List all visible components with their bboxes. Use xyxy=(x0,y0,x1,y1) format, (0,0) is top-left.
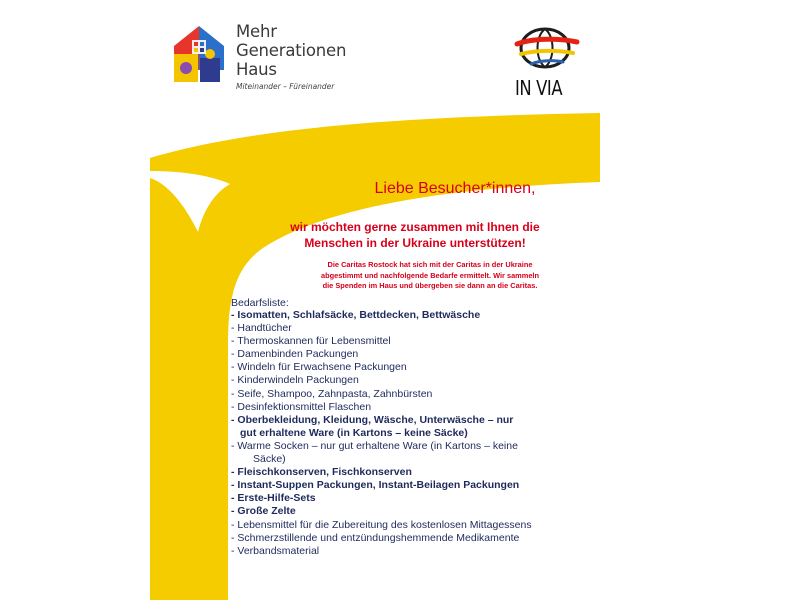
list-item: - Warme Socken – nur gut erhaltene Ware (in Kartons – keine xyxy=(231,439,518,452)
notice-line-2: abgestimmt und nachfolgende Bedarfe ermittelt. Wir sammeln xyxy=(321,270,539,280)
intro-line-2: Menschen in der Ukraine unterstützen! xyxy=(304,236,526,250)
mgh-line-3: Haus xyxy=(236,60,277,79)
mgh-line-1: Mehr xyxy=(236,22,277,41)
list-item: - Thermoskannen für Lebensmittel xyxy=(231,335,391,348)
intro-line-1: wir möchten gerne zusammen mit Ihnen die xyxy=(290,220,540,234)
list-item-continued xyxy=(231,427,532,440)
notice-line-1: Die Caritas Rostock hat sich mit der Caritas in der Ukraine xyxy=(327,260,533,269)
caritas-notice xyxy=(285,260,575,292)
list-item: - Verbandsmaterial xyxy=(231,544,320,557)
list-item-continuation: gut erhaltene Ware (in Kartons – keine Säcke) xyxy=(240,426,468,439)
mehrgenerationenhaus-logo xyxy=(170,22,370,92)
list-item: - Desinfektionsmittel Flaschen xyxy=(231,400,372,413)
list-item: - Schmerzstillende und entzündungshemmende Medikamente xyxy=(231,531,520,544)
list-item: - Kinderwindeln Packungen xyxy=(231,374,359,387)
list-item-continuation: Säcke) xyxy=(253,453,286,466)
list-item: - Oberbekleidung, Kleidung, Wäsche, Unterwäsche – nur xyxy=(231,413,514,426)
list-item-continued xyxy=(231,453,532,466)
in-via-wordmark: IN VIA xyxy=(515,76,563,100)
needs-list-title: Bedarfsliste: xyxy=(231,297,289,309)
list-item: - Damenbinden Packungen xyxy=(231,348,359,361)
intro-text xyxy=(260,219,570,251)
list-item: - Isomatten, Schlafsäcke, Bettdecken, Bettwäsche xyxy=(231,309,481,321)
flyer-page xyxy=(150,0,600,600)
globe-icon xyxy=(511,20,583,76)
list-item: - Windeln für Erwachsene Packungen xyxy=(231,361,407,374)
list-item: - Lebensmittel für die Zubereitung des kostenlosen Mittagessens xyxy=(231,518,532,531)
house-puzzle-icon xyxy=(170,24,228,86)
list-item: - Fleischkonserven, Fischkonserven xyxy=(231,466,412,479)
list-item: - Seife, Shampoo, Zahnpasta, Zahnbürsten xyxy=(231,387,433,400)
list-item: - Handtücher xyxy=(231,322,292,335)
list-item: - Erste-Hilfe-Sets xyxy=(231,492,316,505)
needs-list xyxy=(231,309,532,558)
list-item: - Große Zelte xyxy=(231,505,296,518)
mgh-line-2: Generationen xyxy=(236,41,347,60)
mgh-tagline: Miteinander – Füreinander xyxy=(236,82,335,91)
in-via-logo xyxy=(505,20,590,100)
mgh-wordmark xyxy=(236,22,346,92)
greeting-heading: Liebe Besucher*innen, xyxy=(374,180,536,197)
notice-line-3: die Spenden im Haus und übergeben sie dann an die Caritas. xyxy=(322,281,538,290)
list-item: - Instant-Suppen Packungen, Instant-Beilagen Packungen xyxy=(231,479,520,492)
